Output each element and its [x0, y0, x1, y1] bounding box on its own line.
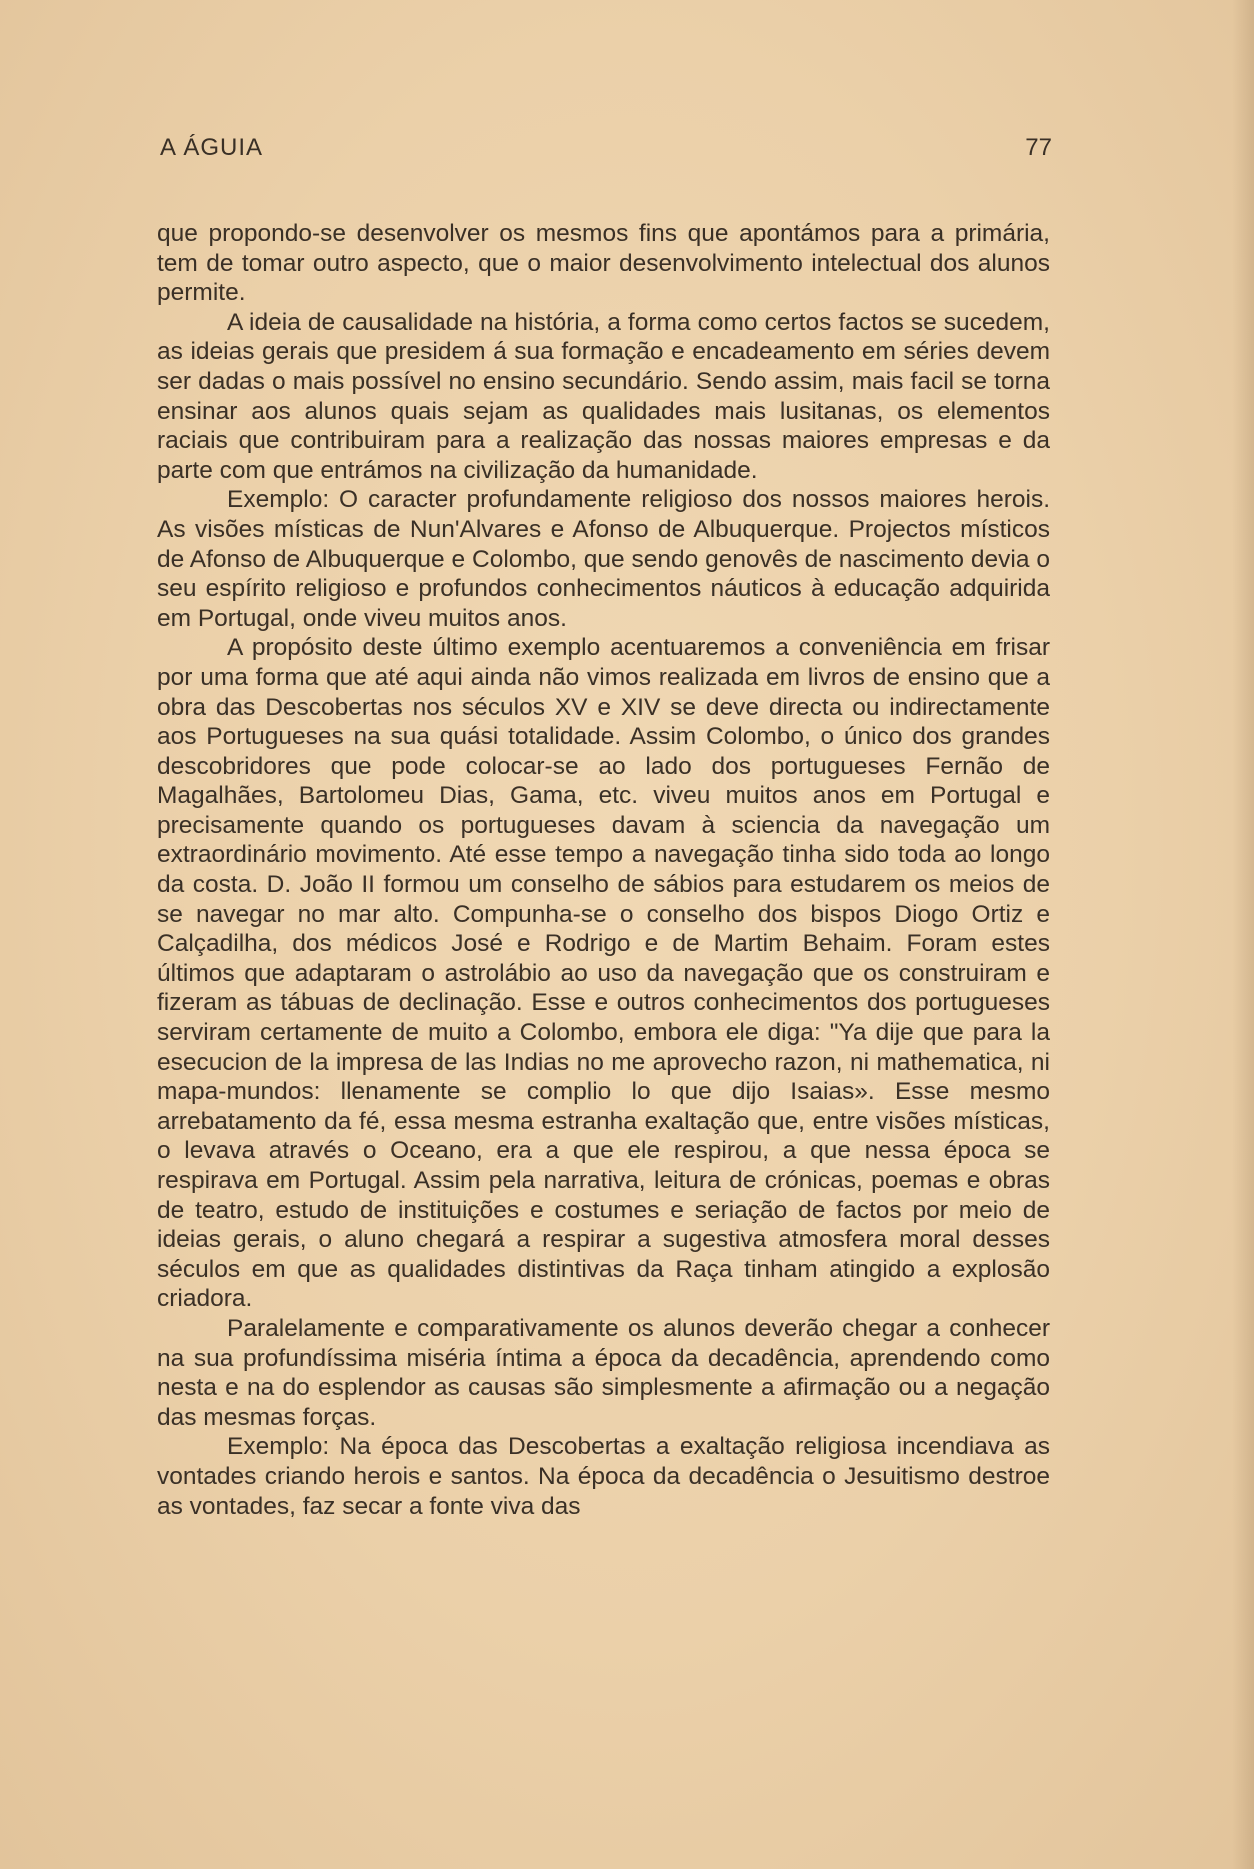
page-edge-shadow — [1232, 0, 1254, 1869]
paragraph-6: Exemplo: Na época das Descobertas a exaltação religiosa incendiava as vontades criando herois e santos. Na época da decadência o Jesuitismo destroe as vontades, faz secar a fonte viva das — [157, 1433, 1050, 1520]
paragraph-4: A propósito deste último exemplo acentuaremos a conveniência em frisar por uma forma que até aqui ainda não vimos realizada em livros de ensino que a obra das Descobertas nos séculos XV e XIV se deve directa ou indirectamente aos Portugueses na sua quási totalidade. Assim Colombo, o único dos grandes descobridores que pode colocar-se ao lado dos portugueses Fernão de Magalhães, Bartolomeu Dias, Gama, etc. viveu muitos anos em Portugal e precisamente quando os portugueses davam à sciencia da navegação um extraordinário movimento. Até esse tempo a navegação tinha sido toda ao longo da costa. D. João II formou um conselho de sábios para estudarem os meios de se navegar no mar alto. Compunha-se o conselho dos bispos Diogo Ortiz e Calçadilha, dos médicos José e Rodrigo e de Martim Behaim. Foram estes últimos que adaptaram o astrolábio ao uso da navegação que os construiram e fizeram as tábuas de declinação. Esse e outros conhecimentos dos portugueses serviram certamente de muito a Colombo, embora ele diga: "Ya dije que para la esecucion de la impresa de las Indias no me aprovecho razon, ni mathematica, ni mapa-mundos: llenamente se complio lo que dijo Isaias». Esse mesmo arrebatamento da fé, essa mesma estranha exaltação que, entre visões místicas, o levava através o Oceano, era a que ele respirou, a que nessa época se respirava em Portugal. Assim pela narrativa, leitura de crónicas, poemas e obras de teatro, estudo de instituições e costumes e seriação de factos por meio de ideias gerais, o aluno chegará a respirar a sugestiva atmosfera moral desses séculos em que as qualidades distintivas da Raça tinham atingido a explosão criadora. — [157, 634, 1050, 1313]
paragraph-1: que propondo-se desenvolver os mesmos fins que apontámos para a primária, tem de tomar outro aspecto, que o maior desenvolvimento intelectual dos alunos permite. — [157, 220, 1050, 307]
paragraph-3: Exemplo: O caracter profundamente religioso dos nossos maiores herois. As visões místicas de Nun'Alvares e Afonso de Albuquerque. Projectos místicos de Afonso de Albuquerque e Colombo, que sendo genovês de nascimento devia o seu espírito religioso e profundos conhecimentos náuticos à educação adquirida em Portugal, onde viveu muitos anos. — [157, 486, 1050, 632]
running-header — [160, 134, 1052, 170]
journal-title: A ÁGUIA — [160, 134, 264, 161]
page-number: 77 — [1025, 134, 1052, 161]
paragraph-5: Paralelamente e comparativamente os alunos deverão chegar a conhecer na sua profundíssima miséria íntima a época da decadência, aprendendo como nesta e na do esplendor as causas são simplesmente a afirmação ou a negação das mesmas forças. — [157, 1314, 1050, 1431]
body-text — [157, 219, 1050, 1521]
paragraph-2: A ideia de causalidade na história, a forma como certos factos se sucedem, as ideias gerais que presidem á sua formação e encadeamento em séries devem ser dadas o mais possível no ensino secundário. Sendo assim, mais facil se torna ensinar aos alunos quais sejam as qualidades mais lusitanas, os elementos raciais que contribuiram para a realização das nossas maiores empresas e da parte com que entrámos na civilização da humanidade. — [157, 308, 1050, 484]
